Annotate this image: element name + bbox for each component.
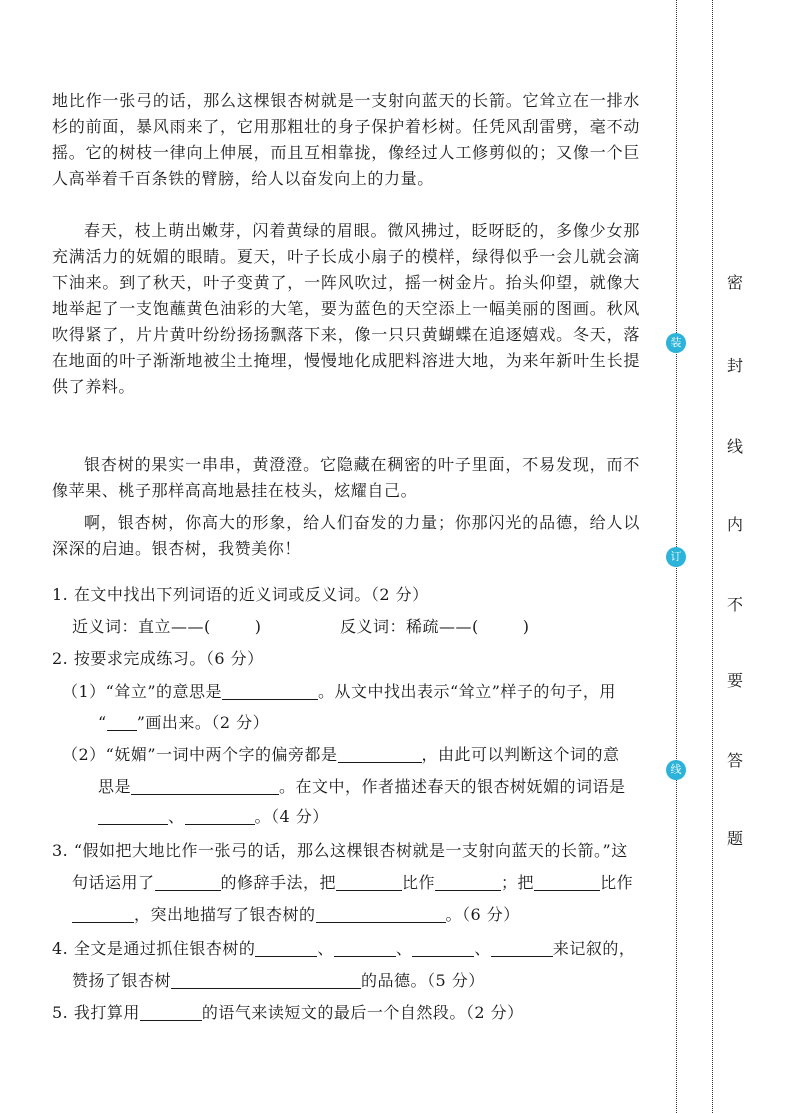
q3-text-a: 句话运用了 [72,873,155,892]
binding-badge-2: 订 [666,547,686,567]
q4-blank-4[interactable] [491,940,553,957]
synonym-close: ) [254,617,262,636]
q3-text-b: 的修辞手法，把 [220,873,337,892]
antonym-label: 反义词：稀疏——( [340,617,479,636]
question-2-sub2-line3 [98,804,329,830]
q2-sub1-underline-sample [107,714,137,731]
q4-text-b: 来记叙的， [552,939,636,958]
q4-text-a: 4. 全文是通过抓住银杏树的 [52,939,256,958]
q2-sub2-text-a: （2）“妩媚”一词中两个字的偏旁都是 [62,745,338,764]
q2-sub2-blank-word-2[interactable] [185,808,255,825]
passage-paragraph-3: 银杏树的果实一串串，黄澄澄。它隐藏在稠密的叶子里面，不易发现，而不像苹果、桃子那样高高地悬挂在枝头，炫耀自己。 [52,455,640,500]
passage-paragraph-2: 春天，枝上萌出嫩芽，闪着黄绿的眉眼。微风拂过，眨呀眨的，多像少女那充满活力的妩媚的眼睛。夏天，叶子长成小扇子的模样，绿得似乎一会儿就会滴下油来。到了秋天，叶子变黄了，一阵风吹过，摇一树金片。抬头仰望，就像大地举起了一支饱蘸黄色油彩的大笔，要为蓝色的天空添上一幅美丽的图画。秋风吹得紧了，片片黄叶纷纷扬扬飘落下来，像一只只黄蝴蝶在追逐嬉戏。冬天，落在地面的叶子渐渐地被尘土掩埋，慢慢地化成肥料溶进大地，为来年新叶生长提供了养料。 [52,221,640,396]
q4-sep-2: 、 [395,939,413,958]
q2-sub2-blank-radical[interactable] [338,746,422,763]
q2-sub2-text-b: ，由此可以判断这个词的意 [421,745,620,764]
q2-sub2-sep: 、 [168,807,185,826]
passage-paragraph-1: 地比作一张弓的话，那么这棵银杏树就是一支射向蓝天的长箭。它耸立在一排水杉的前面，暴风雨来了，它用那粗壮的身子保护着杉树。任凭风刮雷劈，毫不动摇。它的树枝一律向上伸展，而且互相靠拢，像经过人工修剪似的；又像一个巨人高举着千百条铁的臂膀，给人以奋发向上的力量。 [52,91,640,188]
q3-blank-subject-2[interactable] [534,874,600,891]
binding-badge-1: 装 [666,333,686,353]
passage-paragraph-4: 啊，银杏树，你高大的形象，给人们奋发的力量；你那闪光的品德，给人以深深的启迪。银杏树，我赞美你！ [52,513,640,558]
q2-sub2-text-d: 。在文中，作者描述春天的银杏树妩媚的词语是 [279,777,626,796]
q3-blank-rhetoric[interactable] [155,874,221,891]
q4-sep-3: 、 [474,939,491,958]
q3-text-g: 。（6 分） [445,905,520,924]
q3-blank-subject-1[interactable] [336,874,402,891]
question-1-antonym [340,614,530,640]
q2-sub1-quote-open: “ [98,713,107,732]
question-2-sub2-line1 [62,742,620,768]
q4-text-c: 赞扬了银杏树 [72,971,172,990]
binding-badge-3: 线 [666,760,686,780]
q3-blank-object-2[interactable] [72,906,134,923]
q2-sub2-blank-word-1[interactable] [98,808,168,825]
q5-text-a: 5. 我打算用 [52,1003,140,1022]
question-3-line1: 3. “假如把大地比作一张弓的话，那么这棵银杏树就是一支射向蓝天的长箭。”这 [52,841,628,860]
seal-char-8: 题 [726,829,743,848]
binding-dotted-line-right [712,0,713,1113]
q2-sub1-text-b: 。从文中找出表示“耸立”样子的句子，用 [318,682,616,701]
q2-sub2-text-end: 。（4 分） [254,807,329,826]
question-4-line1 [52,936,635,962]
q4-blank-1[interactable] [255,940,317,957]
question-2-sub1-line1 [62,679,616,705]
seal-char-6: 要 [726,671,743,690]
question-2-sub1-line2 [98,710,269,736]
antonym-close: ) [522,617,530,636]
seal-char-1: 密 [726,273,743,292]
question-4-line2 [72,968,485,994]
q2-sub2-text-c: 思是 [98,777,132,796]
seal-char-7: 答 [726,751,743,770]
q4-blank-3[interactable] [412,940,474,957]
q4-text-d: 的品德。（5 分） [361,971,485,990]
q4-sep-1: 、 [317,939,334,958]
question-1-synonym [72,614,262,640]
seal-char-4: 内 [726,515,743,534]
q2-sub2-blank-meaning[interactable] [131,778,279,795]
question-2-stem: 2. 按要求完成练习。（6 分） [52,649,264,668]
question-1-stem: 1. 在文中找出下列词语的近义词或反义词。（2 分） [52,585,429,604]
q3-text-e: 比作 [600,873,634,892]
q4-blank-quality[interactable] [171,972,361,989]
q5-text-b: 的语气来读短文的最后一个自然段。（2 分） [201,1003,524,1022]
seal-char-3: 线 [726,437,743,456]
synonym-label: 近义词：直立——( [72,617,211,636]
q4-blank-2[interactable] [334,940,396,957]
q3-blank-feature[interactable] [316,906,446,923]
q3-text-c: 比作 [402,873,436,892]
q2-sub1-text-c: ”画出来。（2 分） [136,713,270,732]
question-3-line2 [72,870,633,896]
question-5 [52,1000,524,1026]
question-2-sub2-line2 [98,774,626,800]
seal-char-5: 不 [726,595,743,614]
q3-blank-object-1[interactable] [435,874,501,891]
q5-blank-tone[interactable] [140,1004,202,1021]
q3-text-d: ；把 [501,873,535,892]
q3-text-f: ，突出地描写了银杏树的 [134,905,316,924]
q2-sub1-text-a: （1）“耸立”的意思是 [62,682,223,701]
seal-char-2: 封 [726,356,743,375]
q2-sub1-blank-meaning[interactable] [222,683,318,700]
question-3-line3 [72,902,520,928]
